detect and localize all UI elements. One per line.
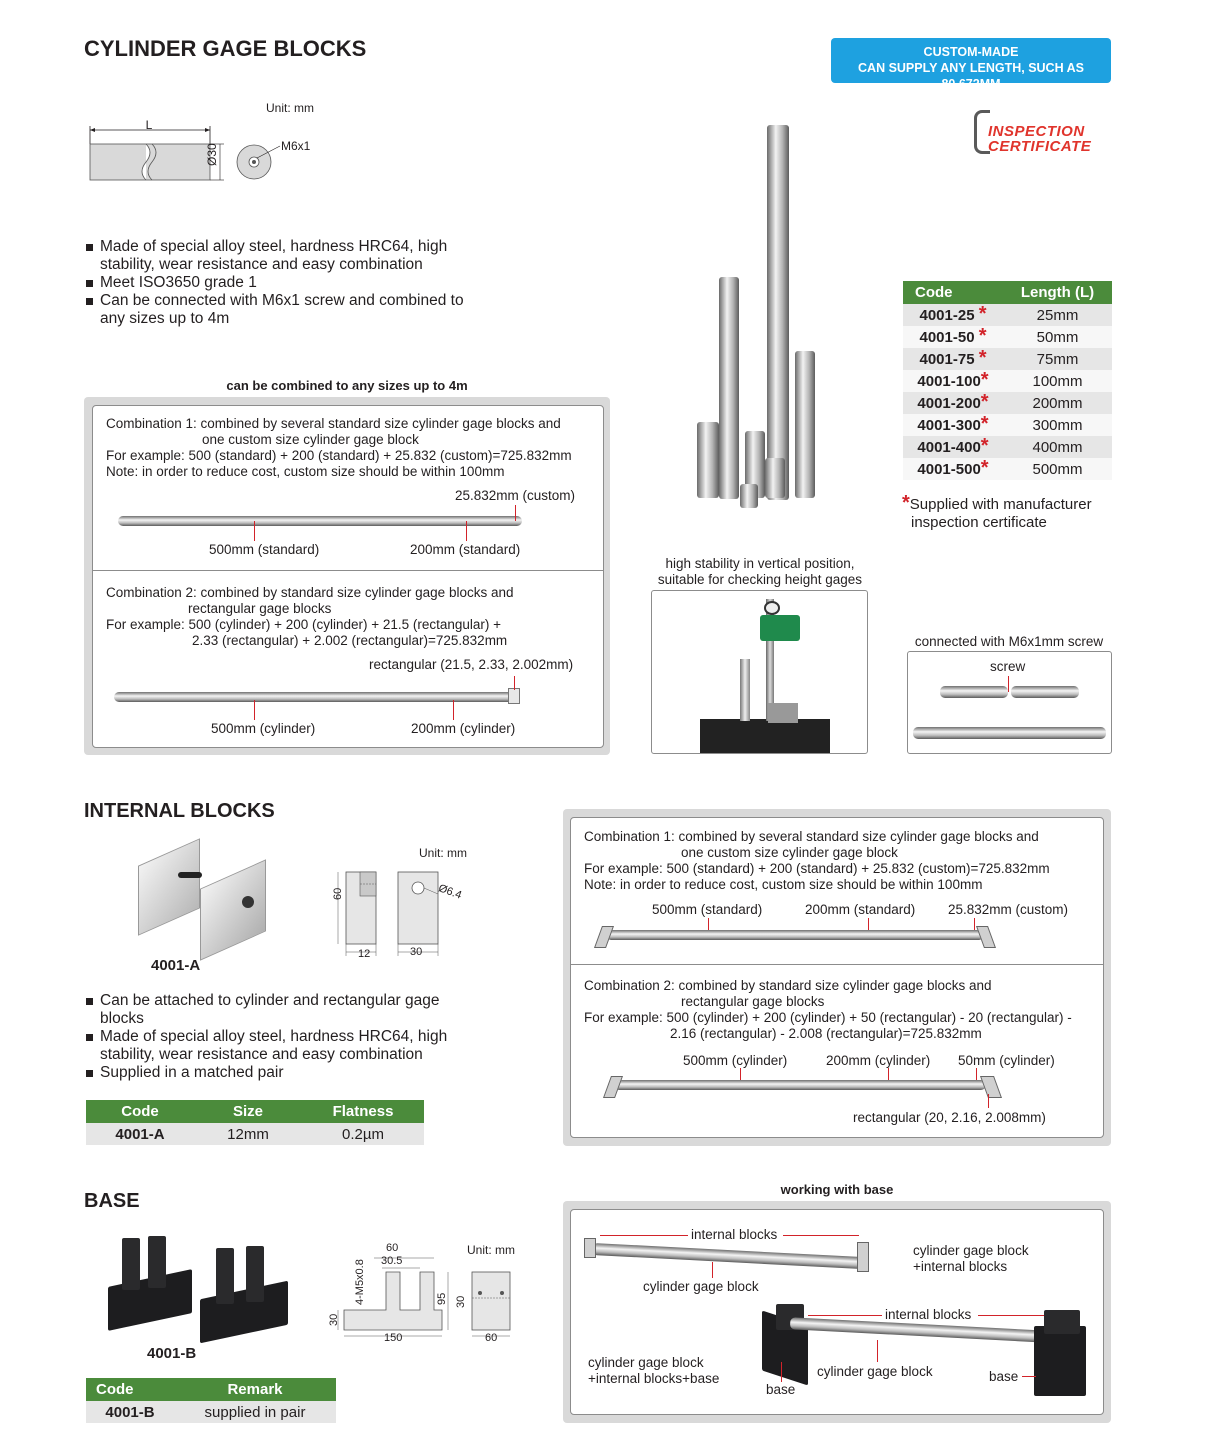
certificate-line-2: CERTIFICATE [988,138,1092,155]
base-product-code: 4001-B [147,1345,197,1362]
size-cell: 12mm [194,1123,302,1145]
internal-product-code: 4001-A [151,957,201,974]
std200-label-right: 200mm (standard) [805,902,916,917]
drawing-unit: Unit: mm [266,101,314,115]
table-row [903,458,1112,480]
feature-item: Can be connected with M6x1 screw and combined to any sizes up to 4m [86,292,486,328]
column-header: Size [194,1100,302,1123]
feature-item: Made of special alloy steel, hardness HRC64, high stability, wear resistance and easy combination [86,238,486,274]
star-mark: * [978,302,987,325]
label-line: cylinder gage block [913,1243,1029,1258]
code-cell: 4001-500 [917,460,981,478]
text-line: Combination 2: combined by standard size cylinder gage blocks and [584,978,992,993]
internal-table [86,1100,424,1145]
combination-2-text-right [584,978,1099,1042]
star-mark: * [978,324,987,347]
text-line: one custom size cylinder gage block [681,845,898,860]
pointer-line [600,1235,688,1236]
length-cell: 100mm [1003,370,1112,392]
text-line: Note: in order to reduce cost, custom size should be within 100mm [106,464,505,479]
cylinder-gage-blocks-photo [690,120,830,510]
star-mark: * [980,412,989,435]
height-gage-photo [651,590,868,754]
cyl200-label-right: 200mm (cylinder) [826,1053,931,1068]
dim-30a: 30 [328,1313,340,1326]
combo2-label [588,1355,719,1387]
dim-12: 12 [358,948,371,960]
combined-rod-right-2 [614,1080,986,1090]
feature-list [86,238,486,328]
screw-label: screw [990,659,1026,674]
text-line: For example: 500 (standard) + 200 (standard) + 25.832 (custom)=725.832mm [584,861,1050,876]
pointer-tick [254,521,255,541]
text-line: For example: 500 (standard) + 200 (standard) + 25.832 (custom)=725.832mm [106,448,572,463]
base-right-block [1034,1326,1086,1396]
table-row [903,436,1112,458]
base-right-label: base [989,1369,1019,1384]
rect-label: rectangular (21.5, 2.33, 2.002mm) [369,657,574,672]
length-cell: 200mm [1003,392,1112,414]
pointer-line [978,1315,1048,1316]
pointer-tick [514,676,515,690]
internal-feature-list [86,992,486,1082]
label-line: +internal blocks [913,1259,1008,1274]
caption-line: high stability in vertical position, [665,556,855,571]
column-header: Code [86,1378,174,1401]
pointer-line [808,1315,882,1316]
footnote-line: Supplied with manufacturer [909,496,1092,513]
length-cell: 500mm [1003,458,1112,480]
column-header: Code [903,281,1003,304]
cylinder-gage-block-label-2: cylinder gage block [817,1364,933,1379]
code-cell: 4001-A [86,1123,194,1145]
dim-60: 60 [386,1242,399,1254]
base-table [86,1378,336,1423]
text-line: Combination 1: combined by several standard size cylinder gage blocks and [106,416,561,431]
length-cell: 400mm [1003,436,1112,458]
text-line: one custom size cylinder gage block [202,432,419,447]
pointer-line [1022,1376,1036,1377]
pointer-tick [781,1362,782,1382]
text-line: For example: 500 (cylinder) + 200 (cylinder) + 50 (rectangular) - 20 (rectangular) - [584,1010,1072,1025]
dim-95: 95 [436,1292,448,1305]
code-cell: 4001-50 [919,328,975,346]
internal-unit: Unit: mm [419,846,467,860]
text-line: Note: in order to reduce cost, custom size should be within 100mm [584,877,983,892]
combine-caption: can be combined to any sizes up to 4m [226,378,468,393]
combined-rod-2 [114,692,520,702]
column-header: Length (L) [1003,281,1112,304]
code-cell: 4001-300 [917,416,981,434]
star-mark: * [978,346,987,369]
combination-1-text [106,416,601,480]
base-unit: Unit: mm [467,1243,515,1257]
dim-60: 60 [332,887,344,900]
dim-thread: 4-M5x0.8 [354,1259,366,1305]
table-row [903,348,1112,370]
star-mark: * [980,390,989,413]
pointer-line [783,1235,859,1236]
combination-divider-left [92,570,604,571]
length-label: L [145,118,153,132]
internal-block-left [584,1238,596,1258]
inspection-certificate-logo [974,108,1114,156]
dim-30: 30 [410,946,423,958]
combination-1-text-right [584,829,1099,893]
star-mark: * [980,434,989,457]
text-line: rectangular gage blocks [188,601,332,616]
table-row [903,414,1112,436]
feature-item: Meet ISO3650 grade 1 [86,274,486,292]
std500-label-right: 500mm (standard) [652,902,763,917]
code-cell: 4001-B [86,1401,174,1423]
internal-blocks-photo [134,844,274,949]
label-line: cylinder gage block [588,1355,704,1370]
table-row [903,370,1112,392]
connected-rod [913,727,1106,739]
table-row [86,1123,424,1145]
column-header: Flatness [302,1100,424,1123]
rect-label-right: rectangular (20, 2.16, 2.008mm) [853,1110,1046,1125]
text-line: 2.33 (rectangular) + 2.002 (rectangular)=725.832mm [192,633,508,648]
column-header: Code [86,1100,194,1123]
pointer-tick [1008,676,1009,692]
badge-line-1: CUSTOM-MADE [923,45,1019,59]
star-mark: * [902,492,910,514]
pointer-tick [877,1340,878,1362]
rod-segment [1011,686,1079,698]
custom-made-badge [831,38,1111,91]
table-row [903,392,1112,414]
table-row [903,304,1112,326]
badge-line-2: CAN SUPPLY ANY LENGTH, SUCH AS 80.672MM [858,61,1084,91]
remark-cell: supplied in pair [174,1401,336,1423]
cylinder-gage-block-label-1: cylinder gage block [643,1279,759,1294]
caption-line: suitable for checking height gages [657,572,863,587]
text-line: For example: 500 (cylinder) + 200 (cylinder) + 21.5 (rectangular) + [106,617,502,632]
text-line: 2.16 (rectangular) - 2.008 (rectangular)=725.832mm [670,1026,982,1041]
feature-item: Can be attached to cylinder and rectangular gage blocks [86,992,486,1028]
combo-label [913,1243,1029,1275]
rect-gage-block [508,688,520,704]
code-cell: 4001-75 [919,350,975,368]
certificate-footnote [902,492,1117,532]
cyl200-label: 200mm (cylinder) [411,721,516,736]
length-cell: 25mm [1003,304,1112,326]
combined-rod-1 [118,516,522,526]
internal-block-drawing [330,862,480,962]
stability-caption [645,556,875,588]
star-mark: * [980,456,989,479]
code-cell: 4001-200 [917,394,981,412]
length-cell: 50mm [1003,326,1112,348]
base-title: BASE [84,1190,140,1212]
custom-label: 25.832mm (custom) [455,488,576,503]
label-line: +internal blocks+base [588,1371,720,1386]
diameter-label: Ø30 [205,143,219,166]
rod-segment [940,686,1008,698]
star-mark: * [980,368,989,391]
dim-60b: 60 [485,1332,498,1344]
dim-150: 150 [384,1332,403,1344]
page-title: CYLINDER GAGE BLOCKS [84,36,367,61]
feature-item: Supplied in a matched pair [86,1064,486,1082]
thread-label: M6x1 [281,139,311,153]
combination-divider-right [570,964,1104,965]
code-cell: 4001-400 [917,438,981,456]
pointer-tick [254,700,255,720]
dim-30-5: 30.5 [381,1255,403,1267]
internal-blocks-title: INTERNAL BLOCKS [84,800,275,822]
pointer-tick [515,505,516,521]
dim-hole: Ø6.4 [436,882,464,902]
code-cell: 4001-100 [917,372,981,390]
pointer-tick [466,521,467,541]
pointer-tick [453,700,454,720]
text-line: Combination 1: combined by several standard size cylinder gage blocks and [584,829,1039,844]
combination-2-text [106,585,601,649]
custom-label-right: 25.832mm (custom) [948,902,1069,917]
base-photo [104,1234,294,1342]
screw-caption: connected with M6x1mm screw [914,634,1104,649]
table-row [86,1401,336,1423]
column-header: Remark [174,1378,336,1401]
internal-blocks-label-2: internal blocks [885,1307,972,1322]
footnote-line: inspection certificate [911,514,1047,531]
std500-label: 500mm (standard) [209,542,320,557]
flatness-cell: 0.2µm [302,1123,424,1145]
base-right-upright [1044,1310,1080,1334]
length-cell: 300mm [1003,414,1112,436]
cyl500-label: 500mm (cylinder) [211,721,316,736]
internal-blocks-label-1: internal blocks [691,1227,778,1242]
text-line: rectangular gage blocks [681,994,825,1009]
std200-label: 200mm (standard) [410,542,521,557]
dim-30b: 30 [455,1295,467,1308]
internal-block-right [857,1242,869,1272]
certificate-line-1: INSPECTION [988,123,1085,140]
working-caption: working with base [780,1182,894,1197]
code-cell: 4001-25 [919,306,975,324]
pointer-tick [712,1262,713,1278]
code-length-table [903,281,1112,480]
table-row [903,326,1112,348]
text-line: Combination 2: combined by standard size cylinder gage blocks and [106,585,514,600]
pointer-tick [988,1094,989,1108]
cyl50-label-right: 50mm (cylinder) [958,1053,1055,1068]
length-cell: 75mm [1003,348,1112,370]
cyl500-label-right: 500mm (cylinder) [683,1053,788,1068]
combined-rod-right-1 [606,930,984,940]
base-left-label: base [766,1382,796,1397]
feature-item: Made of special alloy steel, hardness HRC64, high stability, wear resistance and easy combination [86,1028,486,1064]
